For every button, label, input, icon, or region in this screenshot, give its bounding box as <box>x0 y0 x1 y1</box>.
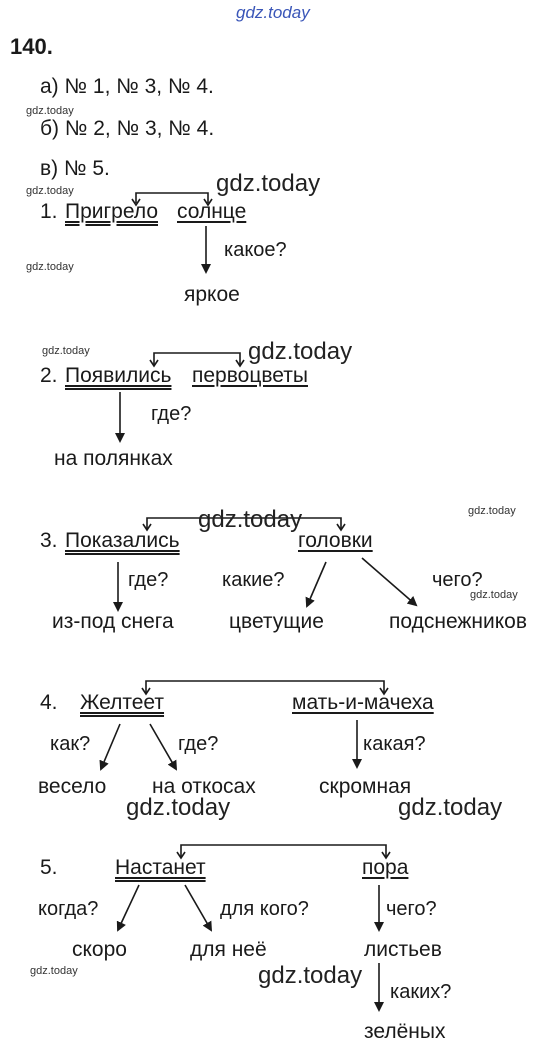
subject: головки <box>298 529 373 552</box>
watermark: gdz.today <box>198 506 303 533</box>
answer-c <box>40 158 110 179</box>
answer-a <box>40 76 214 97</box>
task-number: 140. <box>10 34 53 59</box>
watermark: gdz.today <box>26 105 74 117</box>
watermark: gdz.today <box>258 962 363 989</box>
question: где? <box>128 569 169 591</box>
dependent-word: яркое <box>184 283 240 306</box>
subject: мать-и-мачеха <box>292 691 434 714</box>
dependent-word: на откосах <box>152 775 256 798</box>
arrow-4-1 <box>101 724 120 769</box>
arrow-5-2 <box>185 885 211 930</box>
sentence-number: 5. <box>40 856 58 879</box>
answer-text: № 2, № 3, № 4. <box>64 117 215 140</box>
question: когда? <box>38 898 99 920</box>
watermark: gdz.today <box>126 794 231 821</box>
dependent-word: скромная <box>319 775 412 798</box>
predicate: Появились <box>65 364 172 387</box>
arrow-5-1 <box>118 885 139 930</box>
subject: солнце <box>177 200 247 223</box>
question: какие? <box>222 569 285 591</box>
sentence-number: 1. <box>40 200 58 223</box>
dependent-word: весело <box>38 775 107 798</box>
sentence-number: 4. <box>40 691 58 714</box>
dependent-word: из-под снега <box>52 610 174 633</box>
dependent-word: подснежников <box>389 610 528 633</box>
answer-letter: б) <box>40 117 60 140</box>
question: чего? <box>386 898 437 920</box>
dependent-word: скоро <box>72 938 127 961</box>
arrow-3-2 <box>307 562 326 606</box>
subject: пора <box>362 856 409 879</box>
question: каких? <box>390 981 452 1003</box>
question: для кого? <box>220 898 309 920</box>
dependent-word: для неё <box>190 938 267 961</box>
watermark: gdz.today <box>30 965 78 977</box>
question: чего? <box>432 569 483 591</box>
answer-letter: в) <box>40 157 59 180</box>
watermark: gdz.today <box>216 170 321 197</box>
predicate: Пригрело <box>65 200 158 223</box>
question: где? <box>178 733 219 755</box>
answer-text: № 5. <box>64 157 110 180</box>
question: какое? <box>224 239 287 261</box>
dependent-word: зелёных <box>364 1020 446 1043</box>
watermark: gdz.today <box>468 505 516 517</box>
watermark: gdz.today <box>470 589 518 601</box>
dependent-word: цветущие <box>229 610 324 633</box>
subject: первоцветы <box>192 364 308 387</box>
watermark: gdz.today <box>398 794 503 821</box>
answer-text: № 1, № 3, № 4. <box>64 75 214 98</box>
predicate: Настанет <box>115 856 206 879</box>
dependent-word: на полянках <box>54 447 173 470</box>
bracket-5 <box>181 845 386 857</box>
watermark: gdz.today <box>42 345 90 357</box>
dependent-word: листьев <box>364 938 442 961</box>
sentence-number: 3. <box>40 529 58 552</box>
question: где? <box>151 403 192 425</box>
watermark: gdz.today <box>236 3 310 22</box>
sentence-number: 2. <box>40 364 58 387</box>
watermark: gdz.today <box>26 261 74 273</box>
predicate: Желтеет <box>80 691 165 714</box>
arrow-4-2 <box>150 724 176 769</box>
question: как? <box>50 733 91 755</box>
watermark: gdz.today <box>248 338 353 365</box>
watermark: gdz.today <box>26 185 74 197</box>
question: какая? <box>363 733 426 755</box>
answer-letter: а) <box>40 75 59 98</box>
predicate: Показались <box>65 529 180 552</box>
answer-b <box>40 118 214 139</box>
arrow-3-3 <box>362 558 416 605</box>
